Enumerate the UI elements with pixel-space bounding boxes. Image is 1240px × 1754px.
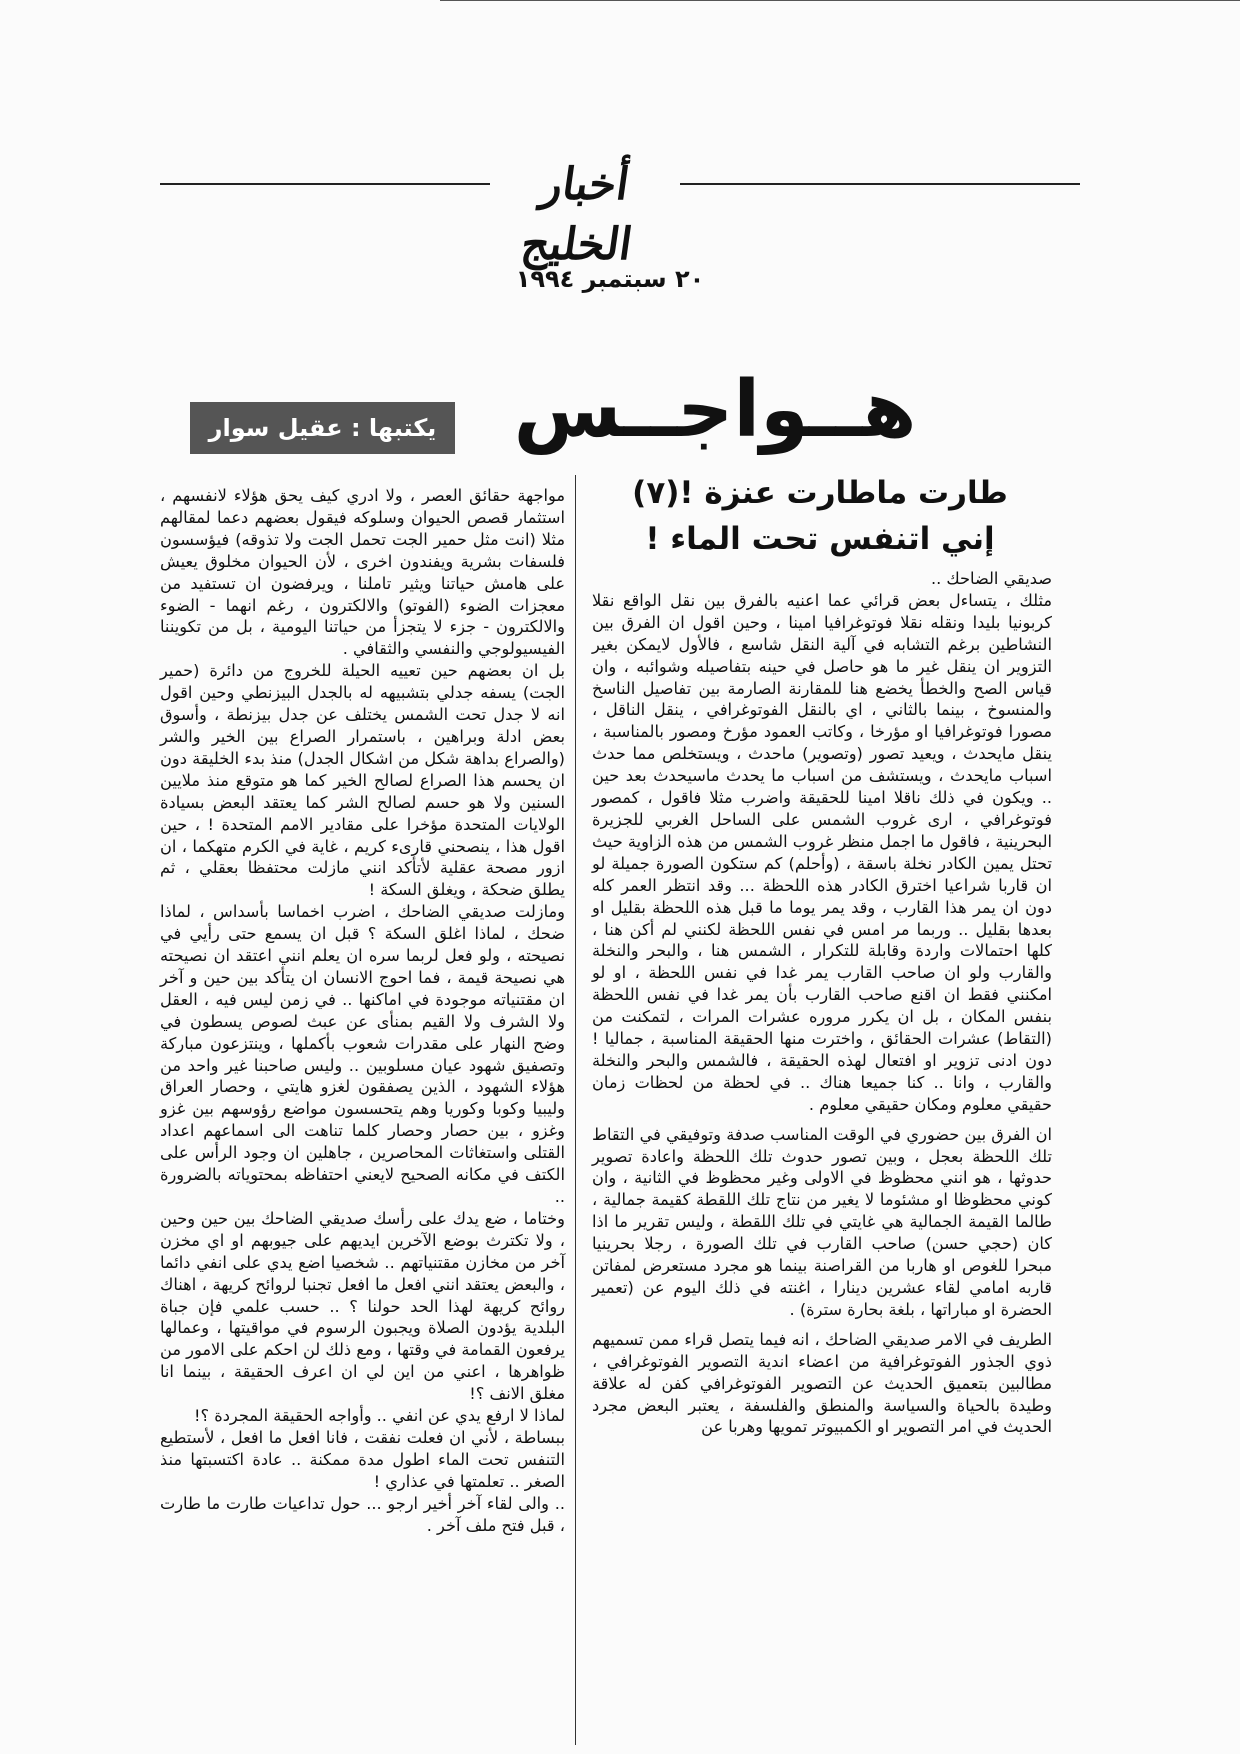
left-paragraph: بل ان بعضهم حين تعييه الحيلة للخروج من دائرة (حمير الجت) يسفه جدلي بتشبيهه له بالجدل البيزنطي وحين اقول انه لا جدل تحت الشمس يختلف عن جدل بيزنطة ، وأسوق بعض ادلة وبراهين ، باستمرار الصراع بين الخير والشر (والصراع بداهة شكل من اشكال الجدل) منذ بدء الخليقة دون ان يحسم هذا الصراع لصالح الخير كما هو متوقع منذ ملايين السنين ولا هو حسم لصالح الشر كما يعتقد البعض بسيادة الولايات المتحدة مؤخرا على مقادير الامم المتحدة ! ، حين اقول هذا ، ينصحني قارىء كريم ، غاية في الكرم متهكما ، ان ازور مصحة عقلية لأتأكد انني مازلت محتفظا بعقلي ، ثم يطلق ضحكة ، ويغلق السكة ! [160,661,565,900]
newspaper-masthead: أخبار الخليج [517,159,636,270]
masthead-rule-left [160,183,490,185]
article-right-column [592,568,1052,1438]
right-paragraph: الطريف في الامر صديقي الضاحك ، انه فيما يتصل قراء ممن تسميهم ذوي الجذور الفوتوغرافية من اعضاء اندية التصوير الفوتوغرافي ، مطالبين بتعميق الحديث عن التصوير الفوتوغرافي كفن له علاقة وطيدة بالحياة والسياسة والمنطق والفلسفة ، يعتبر البعض مجرد الحديث في امر التصوير او الكمبيوتر تمويها وهربا عن [592,1329,1052,1437]
column-divider [575,475,576,1745]
publication-date: ٢٠ سبتمبر ١٩٩٤ [515,265,705,293]
left-paragraph: ببساطة ، لأني ان فعلت نفقت ، فانا افعل ما افعل ، لأستطيع التنفس تحت الماء اطول مدة ممكنة .. عادة اكتسبتها منذ الصغر .. تعلمتها في عذاري ! [160,1427,565,1491]
right-paragraph: ان الفرق بين حضوري في الوقت المناسب صدفة وتوفيقي في التقاط تلك اللحظة بعجل ، وبين تصور حدوث تلك اللحظة واعادة تصوير حدوثها ، هو انني محظوظ في الاولى وغير محظوظ في الثانية ، وان كوني محظوظا او مشئوما لا يغير من نتاج تلك اللقطة كقيمة جمالية ، طالما القيمة الجمالية هي غايتي في تلك اللقطة ، وليس تقرير ما اذا كان (حجي حسن) صاحب القارب في تلك الصورة ، رجلا بحرينيا مبحرا للغوص او هاربا من القراصنة بينما هو مجرد مستعرض لمفاتن قاربه امامي لقاء عشرين دينارا ، اغنته في ذلك اليوم عن (تعمير الحضرة او مباراتها ، بلغة بحارة سترة) . [592,1124,1052,1319]
left-paragraph: ومازلت صديقي الضاحك ، اضرب اخماسا بأسداس ، لماذا ضحك ، لماذا اغلق السكة ؟ قبل ان يسمع حتى رأيي في نصيحته ، ولو فعل لربما سره ان يعلم انني اعتقد ان نصيحته هي نصيحة قيمة ، فما احوج الانسان ان يتأكد بين حين و آخر ان مقتنياته موجودة في اماكنها .. في زمن ليس فيه ، العقل ولا الشرف ولا القيم بمنأى عن عبث لصوص يسطون في وضح النهار على مقدرات شعوب بأكملها ، وينتزعون مباركة وتصفيق شهود عيان مسلوبين .. وليس صاحبنا غير واحد من هؤلاء الشهود ، الذين يصفقون لغزو هايتي ، وحصار العراق وليبيا وكوبا وكوريا وهم يتحسسون مواضع رؤوسهم بين غزو وغزو ، بين حصار وحصار كلما تناهت الى اسماعهم اعداد القتلى واستغاثات المحاصرين ، جاهلين ان وجود الرأس على الكتف في مكانه الصحيح لايعني احتفاظه بمحتوياته بالضرورة .. [160,902,565,1206]
author-byline: يكتبها : عقيل سوار [190,402,455,454]
left-paragraph: مواجهة حقائق العصر ، ولا ادري كيف يحق هؤلاء لانفسهم ، استثمار قصص الحيوان وسلوكه فيقول بعضهم دعما لمقالهم مثلا (انت مثل حمير الجت تحمل الجت ولا تذوقه) فيؤسسون فلسفات بشرية ويفندون اخرى ، لأن الحيوان مخلوق يعيش على هامش حياتنا ويثير تاملنا ، ويرفضون ان تستفيد من معجزات الضوء (الفوتو) والالكترون ، رغم انهما - الضوء والالكترون - جزء لا يتجزأ من حياتنا اليومية ، بل من تكويننا الفيسيولوجي والنفسي والثقافي . [160,486,565,659]
left-paragraph: وختاما ، ضع يدك على رأسك صديقي الضاحك بين حين وحين ، ولا تكترث بوضع الآخرين ايديهم على جيوبهم او اي مخزن آخر من مخازن مقتنياتهم .. شخصيا اضع يدي على انفي دائما ، والبعض يعتقد انني افعل ما افعل تجنبا لروائح كريهة ، اهناك روائح كريهة لهذا الحد حولنا ؟ .. حسب علمي فإن جباة البلدية يؤدون الصلاة ويجبون الرسوم في مواقيتها ، وعمالها يرفعون القمامة في وقتها ، ومع ذلك لن احكم على الامور من ظواهرها ، اعني من اين لي ان اعرف الحقيقة ، بينما انا مغلق الانف ؟! [160,1208,565,1404]
article-left-column [160,485,565,1537]
left-paragraph: .. والى لقاء آخر أخير ارجو ... حول تداعيات طارت ما طارت ، قبل فتح ملف آخر . [160,1493,565,1535]
headline-line-2: إني اتنفس تحت الماء ! [645,521,995,557]
headline-line-1: طارت ماطارت عنزة !(٧) [632,475,1008,511]
column-top-rule [440,0,1240,1]
masthead-rule-right [680,183,1080,185]
right-paragraph: صديقي الضاحك .. [930,569,1052,588]
article-headline [600,470,1040,562]
right-paragraph: مثلك ، يتساءل بعض قرائي عما اعنيه بالفرق بين نقل الواقع نقلا كربونيا بليدا ونقله نقلا فوتوغرافيا امينا ، وحين اقول ان الفرق بين النشاطين برغم التشابه في آلية النقل شاسع ، فالأول لايمكن بغير التزوير ان ينقل غير ما هو حاصل في حينه بتفاصيله وشوائبه ، وان قياس الصح والخطأ يخضع هنا للمقارنة الصارمة بين تفاصيل الناسخ والمنسوخ ، بينما بالثاني ، اي بالنقل الفوتوغرافي ، ينقل الناقل ، مصورا فوتوغرافيا او مؤرخا ، وكاتب العمود مؤرخ ومصور بالمناسبة ، ينقل مايحدث ، ويعيد تصور (وتصوير) ماحدث ، ويستخلص مما حدث اسباب مايحدث ، ويستشف من اسباب ما يحدث ماسيحدث بعد حين .. ويكون في ذلك ناقلا امينا للحقيقة واضرب مثلا فاقول ، كمصور فوتوغرافي ، ارى غروب الشمس على الساحل الغربي للجزيرة البحرينية ، فاقول ما اجمل منظر غروب الشمس من هذه الزاوية حيث تحتل يمين الكادر نخلة باسقة ، (وأحلم) كم ستكون الصورة جميلة لو ان قاربا شراعيا اخترق الكادر هذه اللحظة ... وقد انتظر العمر كله دون ان يمر هذا القارب ، وقد يمر يوما ما قبل هذه اللحظة بقليل او بعدها بقليل .. وربما مر امس في نفس اللحظة لكنني لم أكن هنا ، كلها احتمالات واردة وقابلة للتكرار ، الشمس هنا ، والبحر والنخلة والقارب ولو ان صاحب القارب يمر غدا في نفس اللحظة ، او لو امكنني فقط ان اقنع صاحب القارب بأن يمر غدا في نفس اللحظة بنفس المكان ، بل ان يكرر مروره عشرات المرات ، لتمكنت من (التقاط) عشرات الحقائق ، واخترت منها الحقيقة المناسبة ، جماليا ! دون ادنى تزوير او افتعال لهذه الحقيقة ، فالشمس والبحر والنخلة والقارب ، وانا .. كنا جميعا هناك .. في لحظة من لحظات زمان حقيقي معلوم ومكان حقيقي معلوم . [592,590,1052,1114]
left-paragraph: لماذا لا ارفع يدي عن انفي .. وأواجه الحقيقة المجردة ؟! [194,1406,565,1426]
column-title: هــواجــس [513,365,917,455]
